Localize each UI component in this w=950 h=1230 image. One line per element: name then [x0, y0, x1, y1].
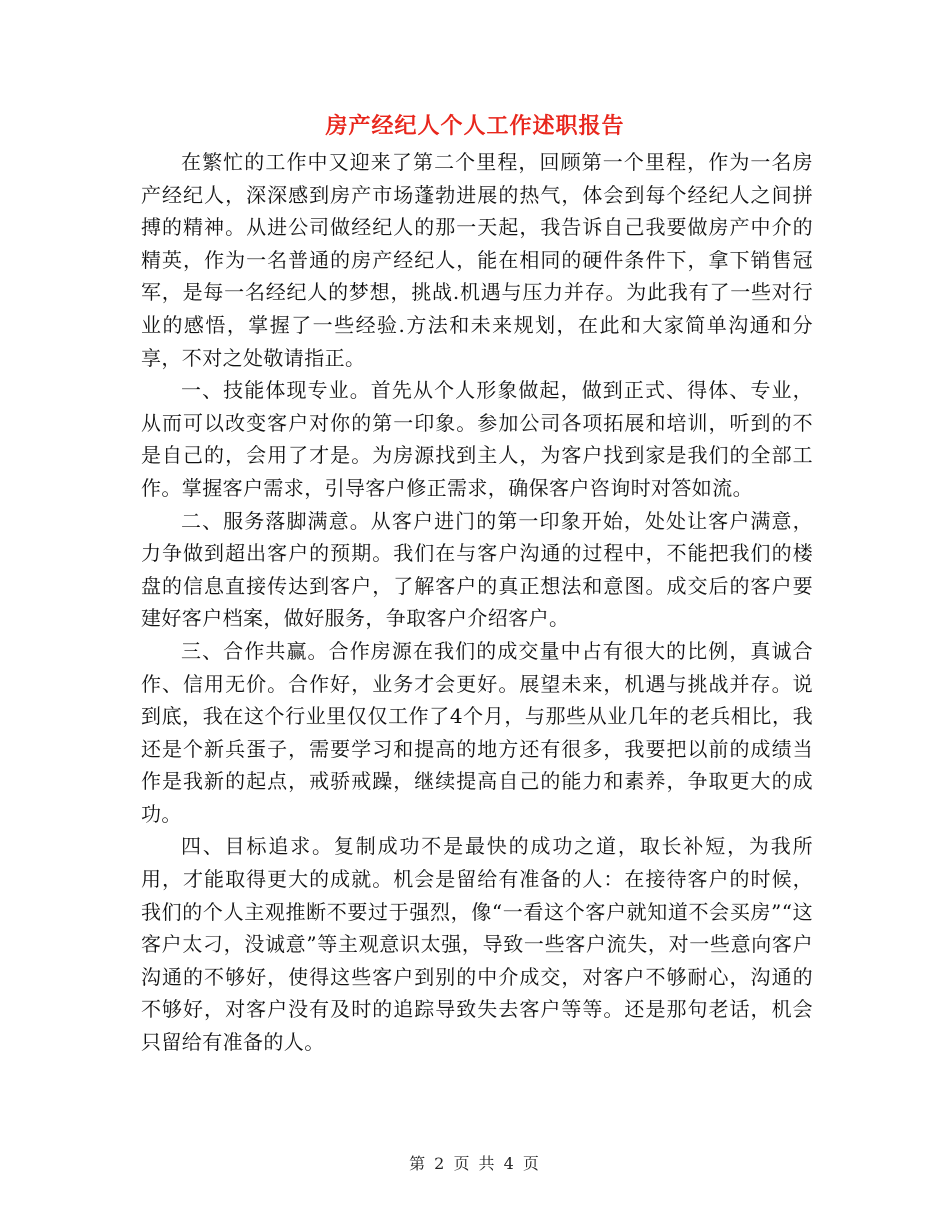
document-body — [141, 146, 813, 1059]
paragraph-section-2: 二、服务落脚满意。从客户进门的第一印象开始，处处让客户满意，力争做到超出客户的预期。我们在与客户沟通的过程中，不能把我们的楼盘的信息直接传达到客户，了解客户的真正想法和意图。成交后的客户要建好客户档案，做好服务，争取客户介绍客户。 — [141, 508, 813, 631]
paragraph-section-4: 四、目标追求。复制成功不是最快的成功之道，取长补短，为我所用，才能取得更大的成就。机会是留给有准备的人：在接待客户的时候，我们的个人主观推断不要过于强烈，像“一看这个客户就知道不会买房”“这客户太刁，没诚意”等主观意识太强，导致一些客户流失，对一些意向客户沟通的不够好，使得这些客户到别的中介成交，对客户不够耐心，沟通的不够好，对客户没有及时的追踪导致失去客户等等。还是那句老话，机会只留给有准备的人。 — [141, 834, 813, 1055]
paragraph-section-1: 一、技能体现专业。首先从个人形象做起，做到正式、得体、专业，从而可以改变客户对你的第一印象。参加公司各项拓展和培训，听到的不是自己的，会用了才是。为房源找到主人，为客户找到家是我们的全部工作。掌握客户需求，引导客户修正需求，确保客户咨询时对答如流。 — [141, 378, 813, 500]
paragraph-section-3: 三、合作共赢。合作房源在我们的成交量中占有很大的比例，真诚合作、信用无价。合作好，业务才会更好。展望未来，机遇与挑战并存。说到底，我在这个行业里仅仅工作了4个月，与那些从业几年的老兵相比，我还是个新兵蛋子，需要学习和提高的地方还有很多，我要把以前的成绩当作是我新的起点，戒骄戒躁，继续提高自己的能力和素养，争取更大的成功。 — [141, 638, 813, 826]
page-number-footer: 第 2 页 共 4 页 — [409, 1154, 541, 1173]
document-title: 房产经纪人个人工作述职报告 — [325, 113, 625, 139]
paragraph-intro: 在繁忙的工作中又迎来了第二个里程，回顾第一个里程，作为一名房产经纪人，深深感到房产市场蓬勃进展的热气，体会到每个经纪人之间拼搏的精神。从进公司做经纪人的那一天起，我告诉自己我要做房产中介的精英，作为一名普通的房产经纪人，能在相同的硬件条件下，拿下销售冠军，是每一名经纪人的梦想，挑战.机遇与压力并存。为此我有了一些对行业的感悟，掌握了一些经验.方法和未来规划，在此和大家简单沟通和分享，不对之处敬请指正。 — [141, 150, 813, 370]
